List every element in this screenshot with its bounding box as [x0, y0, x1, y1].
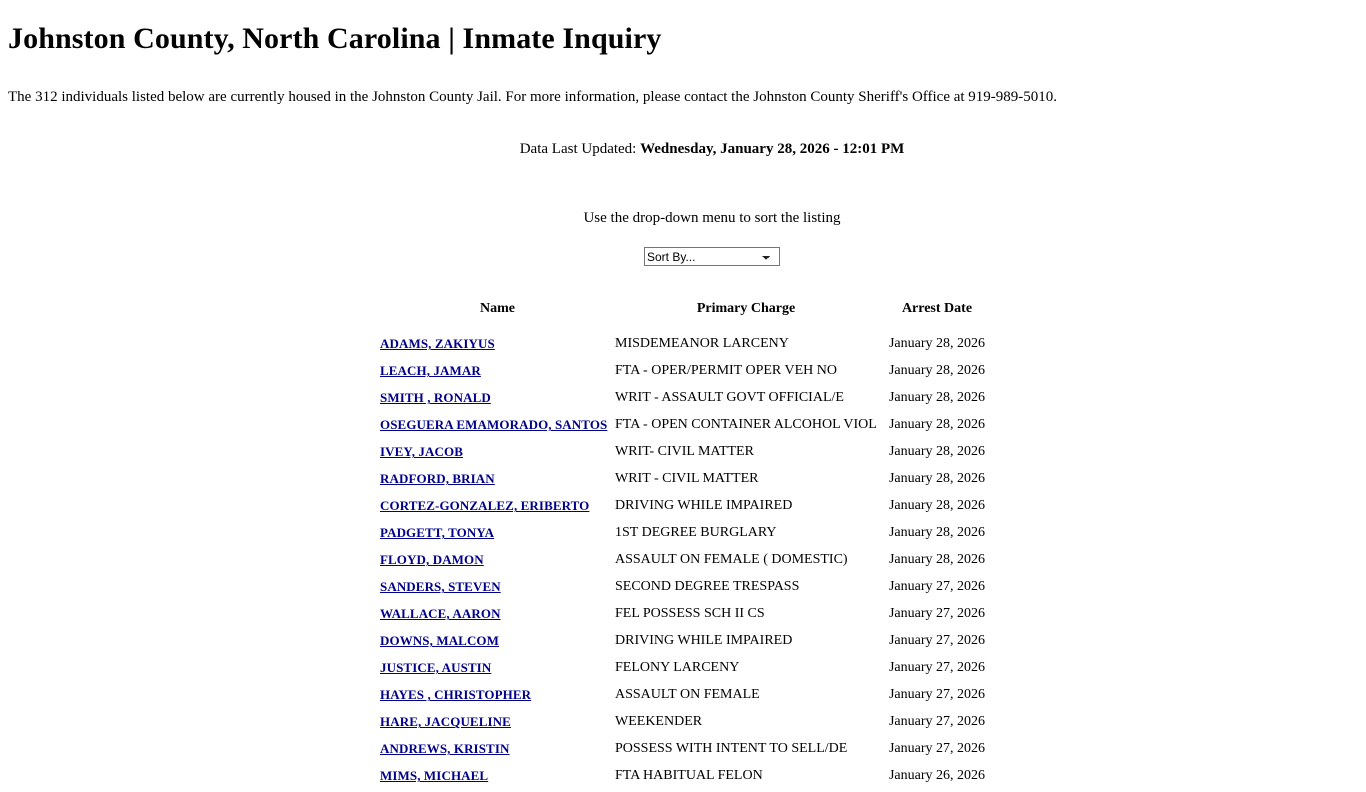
cell-primary-charge: WRIT - ASSAULT GOVT OFFICIAL/E: [615, 390, 844, 406]
cell-name: [380, 711, 615, 738]
inmate-name-link[interactable]: DOWNS, MALCOM: [380, 633, 500, 649]
cell-arrest-date: January 28, 2026: [888, 471, 986, 487]
cell-arrest-date: January 28, 2026: [888, 552, 986, 568]
inmate-name-link[interactable]: OSEGUERA EMAMORADO, SANTOS: [380, 417, 608, 433]
table-row: [380, 684, 997, 711]
cell-arrest-date: January 27, 2026: [888, 741, 986, 757]
cell-primary-charge: WRIT- CIVIL MATTER: [615, 444, 754, 460]
inmate-table-wrapper: [8, 299, 1358, 792]
cell-name: [380, 387, 615, 414]
inmate-name-link[interactable]: ANDREWS, KRISTIN: [380, 741, 510, 757]
inmate-name-link[interactable]: HAYES , CHRISTOPHER: [380, 687, 532, 703]
table-row: [380, 630, 997, 657]
cell-name: [380, 684, 615, 711]
cell-name: [380, 765, 615, 792]
table-row: [380, 495, 997, 522]
column-header-date: Arrest Date: [901, 301, 973, 317]
inmate-table-body: [380, 333, 997, 792]
table-row: [380, 549, 997, 576]
cell-primary-charge: DRIVING WHILE IMPAIRED: [615, 498, 793, 514]
inmate-name-link[interactable]: CORTEZ-GONZALEZ, ERIBERTO: [380, 498, 590, 514]
cell-name: [380, 495, 615, 522]
column-header-charge: Primary Charge: [696, 301, 796, 317]
inmate-name-link[interactable]: FLOYD, DAMON: [380, 552, 484, 568]
inmate-name-link[interactable]: RADFORD, BRIAN: [380, 471, 495, 487]
inmate-name-link[interactable]: IVEY, JACOB: [380, 444, 463, 460]
cell-arrest-date: January 27, 2026: [888, 714, 986, 730]
updated-label: Data Last Updated:: [519, 141, 637, 158]
cell-name: [380, 657, 615, 684]
table-row: [380, 441, 997, 468]
inmate-table-head: [380, 299, 997, 333]
cell-arrest-date: January 28, 2026: [888, 390, 986, 406]
cell-name: [380, 576, 615, 603]
intro-paragraph: The 312 individuals listed below are currently housed in the Johnston County Jail. For more information, please contact the Johnston County Sheriff's Office at 919-989-5010.: [8, 88, 1058, 105]
cell-arrest-date: January 27, 2026: [888, 579, 986, 595]
cell-primary-charge: DRIVING WHILE IMPAIRED: [615, 633, 793, 649]
table-row: [380, 387, 997, 414]
table-header-row: [380, 299, 997, 333]
inmate-name-link[interactable]: LEACH, JAMAR: [380, 363, 481, 379]
table-row: [380, 414, 997, 441]
cell-arrest-date: January 27, 2026: [888, 687, 986, 703]
table-row: [380, 522, 997, 549]
sort-by-select[interactable]: [644, 247, 780, 266]
inmate-name-link[interactable]: HARE, JACQUELINE: [380, 714, 511, 730]
table-row: [380, 711, 997, 738]
cell-name: [380, 603, 615, 630]
sort-select-wrapper: [66, 247, 1358, 266]
inmate-name-link[interactable]: PADGETT, TONYA: [380, 525, 495, 541]
inmate-name-link[interactable]: WALLACE, AARON: [380, 606, 501, 622]
cell-arrest-date: January 28, 2026: [888, 525, 986, 541]
page-title: Johnston County, North Carolina | Inmate Inquiry: [8, 22, 662, 55]
cell-primary-charge: ASSAULT ON FEMALE ( DOMESTIC): [615, 552, 848, 568]
inmate-name-link[interactable]: MIMS, MICHAEL: [380, 768, 489, 784]
table-row: [380, 603, 997, 630]
cell-arrest-date: January 26, 2026: [888, 768, 986, 784]
data-last-updated: [8, 141, 1358, 158]
cell-name: [380, 738, 615, 765]
cell-arrest-date: January 27, 2026: [888, 606, 986, 622]
inmate-name-link[interactable]: ADAMS, ZAKIYUS: [380, 336, 495, 352]
cell-arrest-date: January 28, 2026: [888, 363, 986, 379]
table-row: [380, 576, 997, 603]
cell-name: [380, 522, 615, 549]
updated-value: Wednesday, January 28, 2026 - 12:01 PM: [640, 141, 905, 158]
cell-primary-charge: MISDEMEANOR LARCENY: [615, 336, 789, 352]
inmate-name-link[interactable]: SANDERS, STEVEN: [380, 579, 501, 595]
cell-primary-charge: WRIT - CIVIL MATTER: [615, 471, 759, 487]
cell-primary-charge: 1ST DEGREE BURGLARY: [615, 525, 777, 541]
cell-primary-charge: POSSESS WITH INTENT TO SELL/DE: [615, 741, 848, 757]
cell-name: [380, 414, 615, 441]
sort-block: [8, 209, 1358, 266]
sort-instruction: Use the drop-down menu to sort the listing: [583, 210, 841, 227]
cell-arrest-date: January 28, 2026: [888, 417, 986, 433]
inmate-name-link[interactable]: JUSTICE, AUSTIN: [380, 660, 492, 676]
cell-primary-charge: FTA - OPER/PERMIT OPER VEH NO: [615, 363, 838, 379]
table-row: [380, 333, 997, 360]
cell-name: [380, 441, 615, 468]
cell-arrest-date: January 28, 2026: [888, 498, 986, 514]
cell-name: [380, 333, 615, 360]
cell-arrest-date: January 28, 2026: [888, 336, 986, 352]
cell-primary-charge: WEEKENDER: [615, 714, 703, 730]
table-row: [380, 657, 997, 684]
cell-primary-charge: FTA HABITUAL FELON: [615, 768, 763, 784]
cell-name: [380, 468, 615, 495]
table-row: [380, 765, 997, 792]
cell-primary-charge: FTA - OPEN CONTAINER ALCOHOL VIOL: [615, 417, 877, 433]
inmate-table: [380, 299, 997, 792]
cell-arrest-date: January 28, 2026: [888, 444, 986, 460]
inmate-name-link[interactable]: SMITH , RONALD: [380, 390, 491, 406]
table-row: [380, 360, 997, 387]
cell-name: [380, 360, 615, 387]
cell-name: [380, 549, 615, 576]
cell-primary-charge: FEL POSSESS SCH II CS: [615, 606, 765, 622]
cell-arrest-date: January 27, 2026: [888, 633, 986, 649]
cell-name: [380, 630, 615, 657]
cell-primary-charge: SECOND DEGREE TRESPASS: [615, 579, 800, 595]
table-row: [380, 738, 997, 765]
cell-arrest-date: January 27, 2026: [888, 660, 986, 676]
table-row: [380, 468, 997, 495]
column-header-name: Name: [480, 301, 515, 317]
cell-primary-charge: ASSAULT ON FEMALE: [615, 687, 760, 703]
cell-primary-charge: FELONY LARCENY: [615, 660, 740, 676]
